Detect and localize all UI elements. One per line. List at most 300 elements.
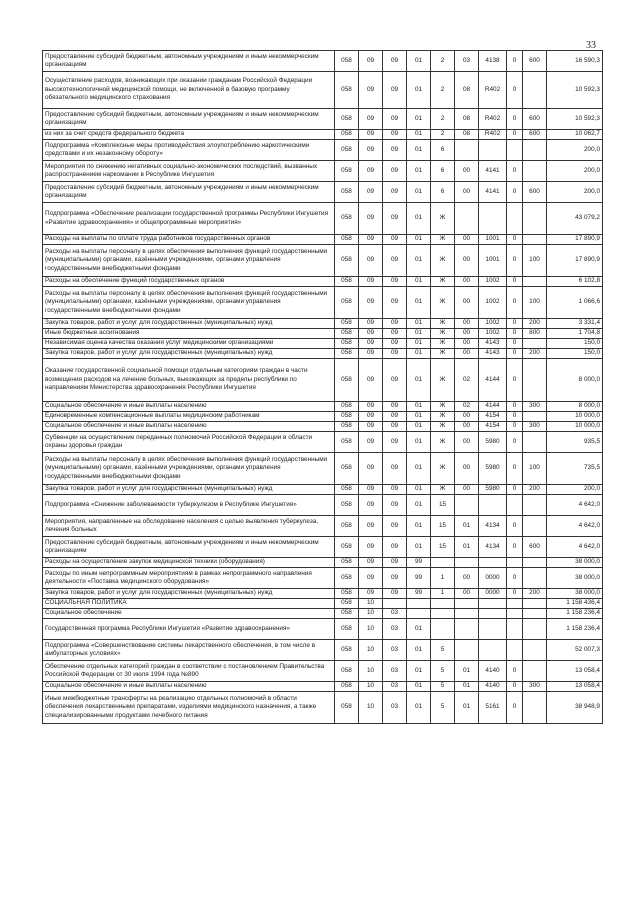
row-code-cell-c3: 00 <box>455 277 479 287</box>
row-code-cell-c3: 00 <box>455 453 479 485</box>
row-code-cell-c2: 15 <box>431 537 455 558</box>
row-amount-cell: 8 000,0 <box>547 359 603 402</box>
row-code-cell-vr <box>523 640 547 661</box>
row-name-cell: Предоставление субсидий бюджетным, автономным учреждениям и иным некоммерческим организациям <box>43 537 335 558</box>
row-code-cell-pr: 09 <box>383 140 407 161</box>
row-code-cell-c2: Ж <box>431 359 455 402</box>
row-code-cell-c1: 01 <box>407 537 431 558</box>
row-code-cell-ved: 058 <box>335 72 359 109</box>
row-code-cell-c4: 4134 <box>479 537 507 558</box>
table-row <box>43 422 603 432</box>
row-name-cell: Закупка товаров, работ и услуг для государственных (муниципальных) нужд <box>43 485 335 495</box>
row-code-cell-c4: 5980 <box>479 453 507 485</box>
row-code-cell-pr <box>383 599 407 609</box>
row-amount-cell: 150,0 <box>547 339 603 349</box>
row-amount-cell: 200,0 <box>547 485 603 495</box>
row-code-cell-ved: 058 <box>335 589 359 599</box>
row-name-cell: Подпрограмма «Снижение заболеваемости туберкулезом в Республике Ингушетия» <box>43 495 335 516</box>
row-code-cell-c4 <box>479 640 507 661</box>
row-code-cell-pr: 09 <box>383 130 407 140</box>
row-code-cell-c3: 00 <box>455 287 479 319</box>
row-code-cell-c3: 08 <box>455 72 479 109</box>
row-code-cell-rz: 09 <box>359 537 383 558</box>
row-code-cell-ved: 058 <box>335 140 359 161</box>
row-name-cell: Подпрограмма «Совершенствование системы лекарственного обеспечения, в том числе в амбулаторных условиях» <box>43 640 335 661</box>
row-code-cell-c1: 01 <box>407 245 431 277</box>
table-row <box>43 51 603 72</box>
row-amount-cell: 735,5 <box>547 453 603 485</box>
table-row <box>43 619 603 640</box>
row-code-cell-c4: 4141 <box>479 182 507 203</box>
row-amount-cell: 4 642,0 <box>547 516 603 537</box>
row-amount-cell: 38 000,0 <box>547 568 603 589</box>
row-code-cell-c3: 01 <box>455 692 479 724</box>
row-code-cell-c1 <box>407 609 431 619</box>
row-code-cell-vr <box>523 161 547 182</box>
row-code-cell-rz: 09 <box>359 339 383 349</box>
row-name-cell: Подпрограмма «Обеспечение реализации государственной программы Республики Ингушетия «Развитие здравоохранения» и общепрограммные мероприятия» <box>43 203 335 235</box>
row-name-cell: Обеспечение отдельных категорий граждан в соответствии с постановлением Правительства Российской Федерации от 30 июля 1994 года №890 <box>43 661 335 682</box>
page-number: 33 <box>586 40 596 51</box>
row-code-cell-pr: 09 <box>383 495 407 516</box>
row-code-cell-c5 <box>507 619 523 640</box>
row-amount-cell: 4 642,0 <box>547 495 603 516</box>
row-code-cell-pr: 03 <box>383 682 407 692</box>
row-code-cell-pr: 03 <box>383 640 407 661</box>
row-code-cell-rz: 09 <box>359 558 383 568</box>
row-code-cell-c5: 0 <box>507 245 523 277</box>
row-code-cell-c5: 0 <box>507 339 523 349</box>
row-code-cell-ved: 058 <box>335 349 359 359</box>
row-code-cell-rz: 09 <box>359 245 383 277</box>
row-code-cell-c4: 1002 <box>479 319 507 329</box>
row-code-cell-c2: 6 <box>431 161 455 182</box>
row-code-cell-c2: Ж <box>431 339 455 349</box>
row-name-cell: Мероприятия, направленные на обследование населения с целью выявления туберкулеза, лечения больных <box>43 516 335 537</box>
row-code-cell-rz: 09 <box>359 485 383 495</box>
row-code-cell-pr: 09 <box>383 203 407 235</box>
row-code-cell-vr <box>523 359 547 402</box>
table-row <box>43 287 603 319</box>
row-code-cell-c2: 6 <box>431 140 455 161</box>
row-amount-cell: 6 102,8 <box>547 277 603 287</box>
row-code-cell-ved: 058 <box>335 329 359 339</box>
row-code-cell-rz: 09 <box>359 51 383 72</box>
row-code-cell-c3: 01 <box>455 537 479 558</box>
row-code-cell-c1: 01 <box>407 619 431 640</box>
row-code-cell-c3: 00 <box>455 485 479 495</box>
row-name-cell: Субвенции на осуществление переданных полномочий Российской Федерации в области охраны здоровья граждан <box>43 432 335 453</box>
row-code-cell-pr: 09 <box>383 51 407 72</box>
row-code-cell-rz: 09 <box>359 359 383 402</box>
row-amount-cell: 16 590,3 <box>547 51 603 72</box>
row-code-cell-c1 <box>407 599 431 609</box>
row-code-cell-ved: 058 <box>335 319 359 329</box>
row-amount-cell: 200,0 <box>547 161 603 182</box>
row-code-cell-c4: 1001 <box>479 235 507 245</box>
table-row <box>43 558 603 568</box>
table-row <box>43 609 603 619</box>
row-code-cell-c3: 01 <box>455 516 479 537</box>
row-code-cell-c4 <box>479 495 507 516</box>
row-code-cell-pr: 09 <box>383 319 407 329</box>
table-row <box>43 453 603 485</box>
table-row <box>43 203 603 235</box>
row-code-cell-vr <box>523 412 547 422</box>
row-code-cell-c4: 4144 <box>479 402 507 412</box>
row-amount-cell: 3 331,4 <box>547 319 603 329</box>
row-code-cell-rz: 09 <box>359 140 383 161</box>
row-name-cell: Независимая оценка качества оказания услуг медицинскими организациями <box>43 339 335 349</box>
row-code-cell-c4 <box>479 609 507 619</box>
row-code-cell-c2: Ж <box>431 412 455 422</box>
table-row <box>43 692 603 724</box>
row-code-cell-ved: 058 <box>335 568 359 589</box>
row-code-cell-c4: 5980 <box>479 485 507 495</box>
row-code-cell-rz: 10 <box>359 661 383 682</box>
row-code-cell-c5: 0 <box>507 568 523 589</box>
row-code-cell-rz: 09 <box>359 287 383 319</box>
row-code-cell-c2 <box>431 619 455 640</box>
row-code-cell-vr: 600 <box>523 182 547 203</box>
row-code-cell-c5: 0 <box>507 422 523 432</box>
row-code-cell-c5: 0 <box>507 161 523 182</box>
row-code-cell-c5 <box>507 203 523 235</box>
row-code-cell-c5: 0 <box>507 287 523 319</box>
row-name-cell: Подпрограмма «Комплексные меры противодействия злоупотреблению наркотическими средствами и их незаконному обороту» <box>43 140 335 161</box>
row-code-cell-c3: 00 <box>455 329 479 339</box>
row-name-cell: Закупка товаров, работ и услуг для государственных (муниципальных) нужд <box>43 589 335 599</box>
row-name-cell: Мероприятия по снижению негативных социально-экономических последствий, вызванных распространением наркомании в Республике Ингушетия <box>43 161 335 182</box>
row-code-cell-c3 <box>455 599 479 609</box>
row-name-cell: Расходы на выплаты персоналу в целях обеспечения выполнения функций государственными (муниципальными) органами, казёнными учреждениями, органами управления государственными внебюджетными фондами <box>43 245 335 277</box>
budget-table-body <box>43 51 603 724</box>
row-code-cell-c5: 0 <box>507 235 523 245</box>
row-code-cell-c2: 15 <box>431 516 455 537</box>
table-row <box>43 140 603 161</box>
row-amount-cell: 10 592,3 <box>547 109 603 130</box>
row-name-cell: Расходы на осуществление закупок медицинской техники (оборудования) <box>43 558 335 568</box>
row-code-cell-c5: 0 <box>507 661 523 682</box>
table-row <box>43 537 603 558</box>
table-row <box>43 349 603 359</box>
row-code-cell-c3: 00 <box>455 589 479 599</box>
row-name-cell: Предоставление субсидий бюджетным, автономным учреждениям и иным некоммерческим организациям <box>43 109 335 130</box>
row-code-cell-pr: 09 <box>383 558 407 568</box>
row-code-cell-ved: 058 <box>335 287 359 319</box>
row-code-cell-c5 <box>507 599 523 609</box>
row-code-cell-c5: 0 <box>507 349 523 359</box>
row-amount-cell: 8 000,0 <box>547 402 603 412</box>
row-amount-cell: 13 058,4 <box>547 661 603 682</box>
row-amount-cell: 10 000,0 <box>547 422 603 432</box>
table-row <box>43 277 603 287</box>
row-code-cell-ved: 058 <box>335 599 359 609</box>
row-code-cell-c2: Ж <box>431 453 455 485</box>
row-code-cell-c3: 03 <box>455 51 479 72</box>
row-code-cell-c2 <box>431 558 455 568</box>
row-code-cell-c3: 08 <box>455 130 479 140</box>
row-code-cell-rz: 10 <box>359 609 383 619</box>
row-code-cell-ved: 058 <box>335 109 359 130</box>
table-row <box>43 182 603 203</box>
row-code-cell-c1: 01 <box>407 51 431 72</box>
row-code-cell-c4 <box>479 599 507 609</box>
row-code-cell-c4: 5980 <box>479 432 507 453</box>
row-code-cell-rz: 09 <box>359 235 383 245</box>
row-code-cell-c2: 2 <box>431 72 455 109</box>
row-name-cell: Государственная программа Республики Ингушетия «Развитие здравоохранения» <box>43 619 335 640</box>
row-code-cell-c1: 99 <box>407 558 431 568</box>
row-code-cell-pr: 09 <box>383 182 407 203</box>
row-code-cell-pr: 09 <box>383 339 407 349</box>
row-code-cell-pr: 03 <box>383 609 407 619</box>
row-code-cell-c2: Ж <box>431 287 455 319</box>
row-name-cell: СОЦИАЛЬНАЯ ПОЛИТИКА <box>43 599 335 609</box>
row-code-cell-c4: 4141 <box>479 161 507 182</box>
row-code-cell-c5: 0 <box>507 412 523 422</box>
row-code-cell-vr: 600 <box>523 51 547 72</box>
row-code-cell-c2: Ж <box>431 319 455 329</box>
row-code-cell-c2: 2 <box>431 109 455 130</box>
row-code-cell-vr: 600 <box>523 109 547 130</box>
row-name-cell: Иные бюджетные ассигнования <box>43 329 335 339</box>
row-code-cell-c1: 01 <box>407 109 431 130</box>
row-code-cell-c2: 2 <box>431 130 455 140</box>
row-code-cell-c5: 0 <box>507 516 523 537</box>
row-code-cell-vr: 200 <box>523 349 547 359</box>
row-code-cell-c4: 4154 <box>479 422 507 432</box>
row-code-cell-c1: 01 <box>407 422 431 432</box>
table-row <box>43 495 603 516</box>
row-code-cell-pr: 09 <box>383 161 407 182</box>
row-code-cell-ved: 058 <box>335 661 359 682</box>
row-name-cell: из них за счет средств федерального бюджета <box>43 130 335 140</box>
row-code-cell-pr: 09 <box>383 485 407 495</box>
row-code-cell-pr: 09 <box>383 235 407 245</box>
row-code-cell-pr: 09 <box>383 245 407 277</box>
row-code-cell-c1: 01 <box>407 339 431 349</box>
table-row <box>43 640 603 661</box>
row-code-cell-vr <box>523 140 547 161</box>
row-code-cell-c5: 0 <box>507 692 523 724</box>
row-code-cell-ved: 058 <box>335 640 359 661</box>
row-name-cell: Закупка товаров, работ и услуг для государственных (муниципальных) нужд <box>43 349 335 359</box>
row-code-cell-pr: 09 <box>383 359 407 402</box>
row-code-cell-c4: 1002 <box>479 277 507 287</box>
row-code-cell-pr: 09 <box>383 109 407 130</box>
row-code-cell-c5 <box>507 558 523 568</box>
row-code-cell-ved: 058 <box>335 692 359 724</box>
row-name-cell: Единовременные компенсационные выплаты медицинским работникам <box>43 412 335 422</box>
row-code-cell-c1: 01 <box>407 182 431 203</box>
row-code-cell-pr: 09 <box>383 349 407 359</box>
row-code-cell-pr: 09 <box>383 422 407 432</box>
row-code-cell-vr <box>523 235 547 245</box>
row-code-cell-c5: 0 <box>507 182 523 203</box>
row-code-cell-pr: 09 <box>383 453 407 485</box>
row-code-cell-pr: 09 <box>383 412 407 422</box>
row-code-cell-rz: 09 <box>359 277 383 287</box>
row-amount-cell: 10 062,7 <box>547 130 603 140</box>
row-name-cell: Иные межбюджетные трансферты на реализацию отдельных полномочий в области обеспечения лекарственными препаратами, изделиями медицинского назначения, а также специализированными продуктами лечебного питания <box>43 692 335 724</box>
row-code-cell-c1: 01 <box>407 485 431 495</box>
table-row <box>43 319 603 329</box>
row-code-cell-c2: 15 <box>431 495 455 516</box>
row-code-cell-rz: 10 <box>359 682 383 692</box>
row-code-cell-c3: 02 <box>455 359 479 402</box>
table-row <box>43 339 603 349</box>
row-amount-cell: 200,0 <box>547 182 603 203</box>
row-amount-cell: 4 642,0 <box>547 537 603 558</box>
row-name-cell: Расходы на выплаты персоналу в целях обеспечения выполнения функций государственными (муниципальными) органами, казёнными учреждениями, органами управления государственными внебюджетными фондами <box>43 287 335 319</box>
row-code-cell-vr: 100 <box>523 245 547 277</box>
row-code-cell-c2: Ж <box>431 277 455 287</box>
row-code-cell-c3: 00 <box>455 339 479 349</box>
row-code-cell-c3: 01 <box>455 682 479 692</box>
row-code-cell-ved: 058 <box>335 558 359 568</box>
row-code-cell-c5: 0 <box>507 682 523 692</box>
row-code-cell-c1: 01 <box>407 432 431 453</box>
row-name-cell: Оказание государственной социальной помощи отдельным категориям граждан в части возмещения расходов на лечение больных, выезжающих за пределы республики по направлениям Министерства здравоохранения Республики Ингушетия <box>43 359 335 402</box>
row-code-cell-c1: 01 <box>407 329 431 339</box>
row-code-cell-c4: 4140 <box>479 661 507 682</box>
row-code-cell-ved: 058 <box>335 245 359 277</box>
table-row <box>43 516 603 537</box>
row-code-cell-vr <box>523 495 547 516</box>
row-code-cell-rz: 09 <box>359 130 383 140</box>
row-code-cell-pr: 03 <box>383 692 407 724</box>
row-code-cell-vr: 200 <box>523 319 547 329</box>
row-code-cell-c2: Ж <box>431 485 455 495</box>
row-code-cell-rz: 09 <box>359 495 383 516</box>
row-code-cell-c4: R402 <box>479 130 507 140</box>
row-code-cell-ved: 058 <box>335 235 359 245</box>
row-code-cell-vr <box>523 339 547 349</box>
budget-table <box>42 50 603 724</box>
table-row <box>43 661 603 682</box>
row-code-cell-vr: 100 <box>523 453 547 485</box>
row-code-cell-c2 <box>431 599 455 609</box>
table-row <box>43 402 603 412</box>
row-amount-cell: 10 000,0 <box>547 412 603 422</box>
row-name-cell: Предоставление субсидий бюджетным, автономным учреждениям и иным некоммерческим организациям <box>43 182 335 203</box>
row-code-cell-c5: 0 <box>507 432 523 453</box>
row-amount-cell: 1 158 436,4 <box>547 599 603 609</box>
row-code-cell-c5 <box>507 640 523 661</box>
row-code-cell-vr: 300 <box>523 422 547 432</box>
row-code-cell-rz: 09 <box>359 329 383 339</box>
row-code-cell-vr <box>523 203 547 235</box>
row-code-cell-c1: 01 <box>407 319 431 329</box>
row-name-cell: Социальное обеспечение и иные выплаты населению <box>43 402 335 412</box>
row-code-cell-c3: 00 <box>455 235 479 245</box>
row-code-cell-vr: 200 <box>523 589 547 599</box>
row-code-cell-vr <box>523 692 547 724</box>
row-code-cell-vr <box>523 599 547 609</box>
row-code-cell-vr <box>523 516 547 537</box>
row-code-cell-c4: 4140 <box>479 682 507 692</box>
table-row <box>43 329 603 339</box>
row-code-cell-ved: 058 <box>335 495 359 516</box>
row-code-cell-c1: 01 <box>407 349 431 359</box>
row-code-cell-ved: 058 <box>335 516 359 537</box>
row-code-cell-c4 <box>479 619 507 640</box>
row-code-cell-pr: 09 <box>383 329 407 339</box>
row-code-cell-c1: 01 <box>407 640 431 661</box>
row-code-cell-vr: 600 <box>523 130 547 140</box>
row-code-cell-ved: 058 <box>335 432 359 453</box>
row-name-cell: Расходы на выплаты персоналу в целях обеспечения выполнения функций государственными (муниципальными) органами, казёнными учреждениями, органами управления государственными внебюджетными фондами <box>43 453 335 485</box>
row-code-cell-c1: 01 <box>407 495 431 516</box>
row-code-cell-vr <box>523 277 547 287</box>
row-name-cell: Расходы на обеспечение функций государственных органов <box>43 277 335 287</box>
row-amount-cell: 17 890,9 <box>547 235 603 245</box>
row-code-cell-rz: 10 <box>359 640 383 661</box>
row-code-cell-pr: 09 <box>383 277 407 287</box>
row-code-cell-c4: 0000 <box>479 589 507 599</box>
row-code-cell-c3 <box>455 203 479 235</box>
row-code-cell-c4: R402 <box>479 109 507 130</box>
row-code-cell-c2: Ж <box>431 349 455 359</box>
row-code-cell-rz: 09 <box>359 516 383 537</box>
row-code-cell-pr: 03 <box>383 619 407 640</box>
row-code-cell-rz: 09 <box>359 203 383 235</box>
row-code-cell-c5: 0 <box>507 402 523 412</box>
row-code-cell-vr: 600 <box>523 537 547 558</box>
row-code-cell-vr: 800 <box>523 329 547 339</box>
table-row <box>43 161 603 182</box>
row-code-cell-c1: 01 <box>407 412 431 422</box>
row-amount-cell: 52 007,3 <box>547 640 603 661</box>
row-amount-cell: 10 592,3 <box>547 72 603 109</box>
row-code-cell-c3: 00 <box>455 412 479 422</box>
table-row <box>43 359 603 402</box>
table-row <box>43 130 603 140</box>
row-code-cell-c3: 00 <box>455 245 479 277</box>
row-code-cell-c5: 0 <box>507 130 523 140</box>
row-code-cell-pr: 09 <box>383 72 407 109</box>
row-amount-cell: 17 890,9 <box>547 245 603 277</box>
row-code-cell-c3 <box>455 640 479 661</box>
row-code-cell-c2: 5 <box>431 692 455 724</box>
row-code-cell-rz: 09 <box>359 349 383 359</box>
row-code-cell-c5: 0 <box>507 329 523 339</box>
row-code-cell-rz: 09 <box>359 568 383 589</box>
row-amount-cell: 1 158 236,4 <box>547 609 603 619</box>
row-code-cell-c3 <box>455 558 479 568</box>
row-code-cell-c1: 01 <box>407 72 431 109</box>
row-code-cell-ved: 058 <box>335 339 359 349</box>
row-code-cell-ved: 058 <box>335 485 359 495</box>
row-code-cell-c3: 00 <box>455 349 479 359</box>
row-code-cell-c2: Ж <box>431 329 455 339</box>
row-code-cell-c5 <box>507 609 523 619</box>
row-amount-cell: 1 066,6 <box>547 287 603 319</box>
row-code-cell-rz: 10 <box>359 692 383 724</box>
row-name-cell: Социальное обеспечение <box>43 609 335 619</box>
row-amount-cell: 13 058,4 <box>547 682 603 692</box>
table-row <box>43 109 603 130</box>
table-row <box>43 599 603 609</box>
row-code-cell-rz: 10 <box>359 619 383 640</box>
row-code-cell-c2: Ж <box>431 402 455 412</box>
row-amount-cell: 38 948,9 <box>547 692 603 724</box>
row-code-cell-c4: 1002 <box>479 287 507 319</box>
row-code-cell-pr: 09 <box>383 402 407 412</box>
table-row <box>43 568 603 589</box>
row-name-cell: Социальное обеспечение и иные выплаты населению <box>43 422 335 432</box>
